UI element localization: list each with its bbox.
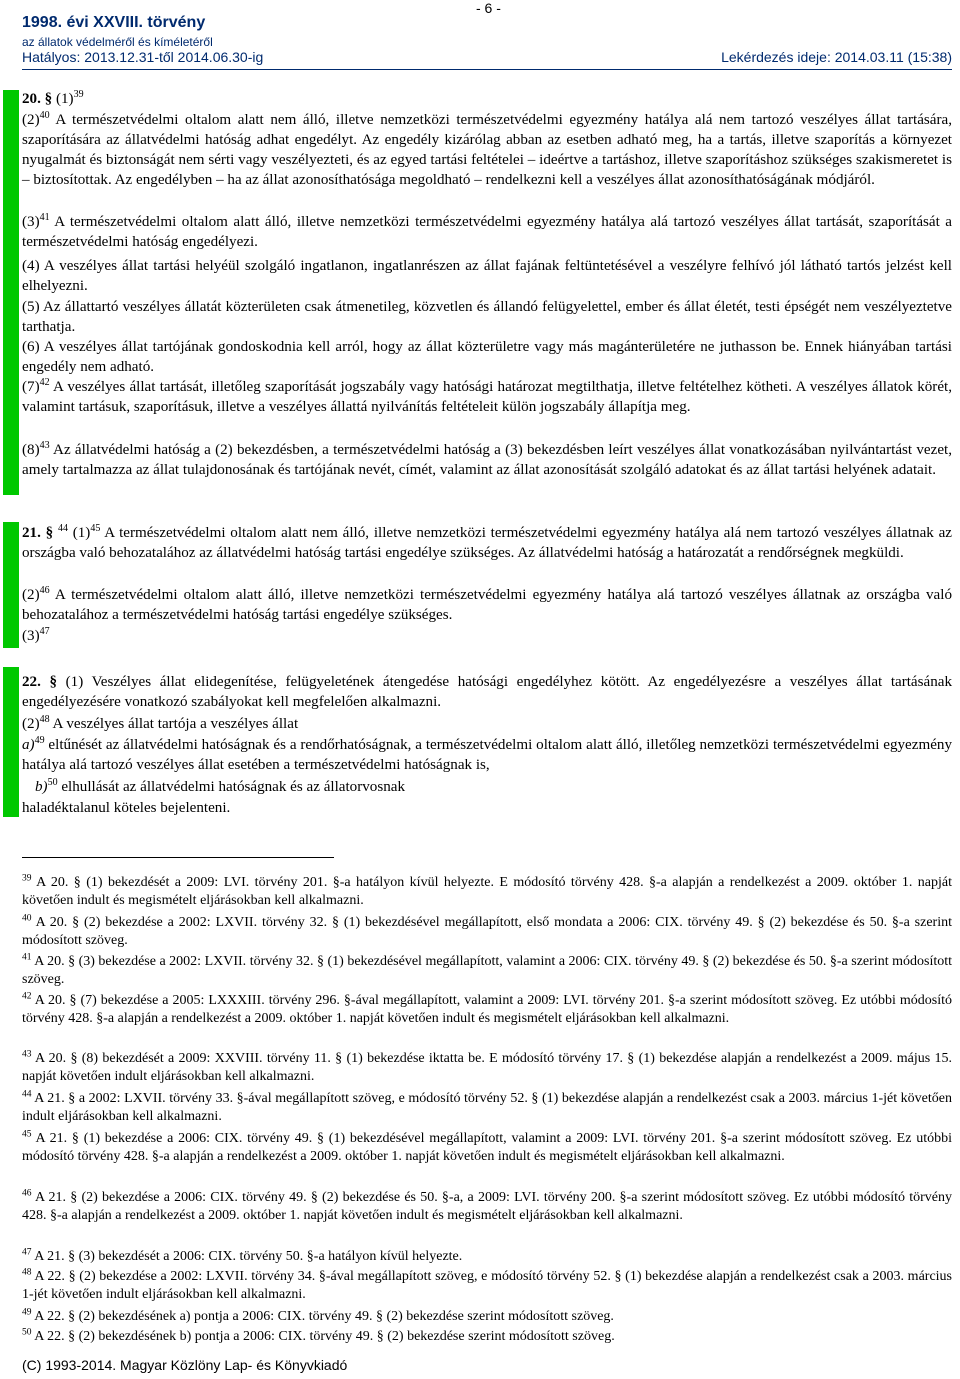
par-label: (3) — [22, 214, 40, 230]
paragraph-text: A természetvédelmi oltalom alatt nem álló, illetve nemzetközi természetvédelmi egyezmény hatálya alá nem tartozó veszélyes állatnak az országba való behozatalához az állatvédelmi hatóság tartási engedélye szükséges. Az állatvédelmi hatóság a határozatát a rendőrségnek megküldi. — [22, 525, 952, 561]
footnote-text: A 22. § (2) bekezdésének b) pontja a 2006: CIX. törvény 49. § (2) bekezdése szerint módosított szöveg. — [31, 1329, 615, 1344]
par-label: (2) — [22, 716, 40, 732]
paragraph-text: eltűnését az állatvédelmi hatóságnak és a rendőrhatóságnak, a természetvédelmi oltalom alatt álló, illetőleg nemzetközi természetvédelmi egyezmény hatálya alá tartozó veszélyes állat esetében a természetvédelmi hatóságnak is, — [22, 737, 952, 773]
paragraph-text: A természetvédelmi oltalom alatt álló, illetve nemzetközi természetvédelmi egyezmény hatálya alá tartozó veszélyes állat tartását, szaporítását a természetvédelmi hatóság engedélyezi. — [22, 214, 952, 250]
footnote-ref[interactable]: 46 — [39, 584, 50, 596]
par-label: (7) — [22, 379, 40, 395]
law-subtitle: az állatok védelméről és kíméletéről — [22, 35, 213, 49]
footnote-number: 46 — [22, 1188, 32, 1199]
footnote-text: A 20. § (7) bekezdése a 2005: LXXXIII. törvény 296. §-ával megállapított, valamint a 2009: LVI. törvény 201. §-a szerint módosított szöveg. Ez utóbbi módosító törvény 428. §-a alapján a rendelkezést a 2009. október 1. napját követően indult és megismételt eljárásokban kell alkalmazni. — [22, 993, 952, 1027]
section-22-par-1 — [22, 673, 952, 713]
section-number: 20. § — [22, 91, 53, 107]
footnote-ref[interactable]: 47 — [39, 625, 50, 637]
footnote-text: A 21. § (1) bekezdése a 2006: CIX. törvény 49. § (1) bekezdésével megállapított, valamint a 2009: LVI. törvény 201. §-a szerint módosított szöveg. Ez utóbbi módosító törvény 428. §-a alapján a rendelkezést a 2009. október 1. napját követően indult és megismételt eljárásokban kell alkalmazni. — [22, 1131, 952, 1165]
footnote — [22, 1189, 952, 1226]
section-20-par-5: (5) Az állattartó veszélyes állatát közterületen csak átmenetileg, közvetlen és állandó felügyelettel, ember és állat életét, testi épségét nem veszélyeztetve tarthatja. — [22, 299, 952, 335]
par-label: (2) — [22, 112, 40, 128]
footnote — [22, 1050, 952, 1087]
query-time: Lekérdezés ideje: 2014.03.11 (15:38) — [721, 49, 952, 65]
footnote-number: 41 — [22, 952, 32, 963]
footnote-ref[interactable]: 42 — [39, 376, 50, 388]
section-20-par-2 — [22, 111, 952, 191]
footnote-number: 48 — [22, 1267, 32, 1278]
footnote-text: A 22. § (2) bekezdése a 2002: LXVII. törvény 34. §-ával megállapított szöveg, e módosító törvény 52. § (1) bekezdése alapján a rendelkezést csak a 2003. március 1-jét követően indult eljárásokban kell alkalmazni. — [22, 1269, 952, 1303]
page-number: - 6 - — [476, 0, 501, 16]
par-label: (3) — [22, 628, 40, 644]
footnote — [22, 1248, 952, 1266]
section-21-par-2 — [22, 586, 952, 626]
footnote-number: 42 — [22, 991, 32, 1002]
law-title: 1998. évi XXVIII. törvény — [22, 14, 206, 31]
footnote-text: A 20. § (2) bekezdése a 2002: LXVII. törvény 32. § (1) bekezdésével megállapított, első mondata a 2006: CIX. törvény 49. § (2) bekezdése és 50. §-a szerint módosított szöveg. — [22, 915, 952, 949]
copyright-footer: (C) 1993-2014. Magyar Közlöny Lap- és Könyvkiadó — [22, 1357, 348, 1373]
footnote-ref[interactable]: 39 — [73, 88, 84, 100]
footnote-ref[interactable]: 44 — [57, 522, 68, 534]
section-20-par-8 — [22, 441, 952, 481]
footnote-ref[interactable]: 43 — [39, 439, 50, 451]
section-20-par-4: (4) A veszélyes állat tartási helyéül szolgáló ingatlanon, ingatlanrészen az állat fajának feltüntetésével a veszélyre felhívó jól látható tartós jelzést kell elhelyezni. — [22, 258, 952, 294]
footnote-separator — [22, 857, 334, 858]
section-20-par-3 — [22, 213, 952, 253]
par-label: (8) — [22, 442, 40, 458]
section-20-par-1 — [22, 90, 952, 110]
par-label: (1) — [55, 91, 74, 107]
footnote-number: 43 — [22, 1049, 32, 1060]
paragraph-text: (1) Veszélyes állat elidegenítése, felügyeletének átengedése hatósági engedélyhez kötött. Az engedélyezésre a veszélyes állat tartásának engedélyezésére vonatkozó szabályokat kell megfelelően alkalmazni. — [22, 674, 953, 710]
footnote — [22, 1090, 952, 1127]
footnote — [22, 1308, 952, 1326]
section-number: 21. § — [22, 525, 54, 541]
paragraph-text: A veszélyes állat tartását, illetőleg szaporítását jogszabály vagy hatósági határozat megtilthatja, illetve feltételhez kötheti. A veszélyes állatok körét, valamint tartásuk, szaporításuk, illetve a veszélyes állattá nyilvánítás feltételeit külön jogszabály állapítja meg. — [22, 379, 952, 415]
footnote-number: 47 — [22, 1247, 32, 1258]
footnote — [22, 1268, 952, 1305]
footnote — [22, 914, 952, 951]
paragraph-text: Az állatvédelmi hatóság a (2) bekezdésben, a természetvédelmi hatóság a (3) bekezdésben leírt veszélyes állat vonatkozásában nyilvántartást vezet, amely tartalmazza az állat tulajdonosának és tartójának nevét, címét, valamint az állat azonosítását szolgáló adatokat és az állat tartási helyének adatait. — [22, 442, 952, 478]
footnote-ref[interactable]: 49 — [34, 734, 45, 746]
footnote-ref[interactable]: 40 — [39, 109, 50, 121]
par-label: (1) — [72, 525, 91, 541]
section-number: 22. § — [22, 674, 58, 690]
footnote — [22, 953, 952, 990]
section-21-par-1 — [22, 524, 952, 564]
footnote-text: A 21. § a 2002: LXVII. törvény 33. §-ával megállapított szöveg, e módosító törvény 52. § (1) bekezdése alapján a rendelkezést csak a 2003. március 1-jét követően indult eljárásokban kell alkalmazni. — [22, 1091, 952, 1125]
footnote-ref[interactable]: 48 — [39, 713, 50, 725]
section-22-closing: haladéktalanul köteles bejelenteni. — [22, 800, 231, 816]
footnote-text: A 21. § (3) bekezdését a 2006: CIX. törvény 50. §-a hatályon kívül helyezte. — [31, 1249, 463, 1264]
change-bar-section-22 — [3, 667, 19, 817]
footnote-number: 40 — [22, 913, 32, 924]
footnote-text: A 20. § (8) bekezdését a 2009: XXVIII. törvény 11. § (1) bekezdése iktatta be. E módosító törvény 17. § (1) bekezdése alapján a rendelkezést a 2009. május 15. napját követően indult eljárásokban kell alkalmazni. — [22, 1051, 952, 1085]
footnote-number: 44 — [22, 1089, 32, 1100]
paragraph-text: A természetvédelmi oltalom alatt álló, illetve nemzetközi természetvédelmi egyezmény hatálya alá tartozó veszélyes állatnak az országba való behozatalához a természetvédelmi hatóság tartási engedélye szükséges. — [22, 587, 952, 623]
footnote-text: A 20. § (3) bekezdése a 2002: LXVII. törvény 32. § (1) bekezdésével megállapított, valamint a 2006: CIX. törvény 49. § (2) bekezdése és 50. §-a szerint módosított szöveg. — [22, 954, 952, 988]
footnote — [22, 992, 952, 1029]
section-20-par-7 — [22, 378, 952, 418]
footnote-ref[interactable]: 45 — [90, 522, 101, 534]
footnote-ref[interactable]: 41 — [39, 211, 50, 223]
footnote-number: 45 — [22, 1129, 32, 1140]
footnote-number: 49 — [22, 1307, 32, 1318]
header-divider — [22, 69, 952, 70]
point-label: b) — [35, 779, 48, 795]
footnote — [22, 1328, 952, 1346]
paragraph-text: A természetvédelmi oltalom alatt nem álló, illetve nemzetközi természetvédelmi egyezmény hatálya alá nem tartozó veszélyes állat tartására, szaporítására az állatvédelmi hatóság adhat engedélyt. Az engedély kizárólag abban az esetben adható meg, ha a tartás, illetve szaporítás a környezet nyugalmát és biztonságát nem sérti vagy veszélyezteti, és az egyed tartási feltételei – ideértve a tartáshoz, illetve szaporításhoz szükséges szakismeretet is – biztosítottak. Az engedélyben – ha az állat azonosíthatósága megoldható – rendelkezni kell a veszélyes állat azonosíthatóságának módjáról. — [22, 112, 952, 188]
footnote-ref[interactable]: 50 — [47, 776, 58, 788]
footnote — [22, 874, 952, 911]
footnote-number: 39 — [22, 873, 32, 884]
footnote-number: 50 — [22, 1327, 32, 1338]
section-22-point-a — [22, 736, 952, 776]
section-22-point-b — [35, 778, 952, 798]
paragraph-text: elhullását az állatvédelmi hatóságnak és az állatorvosnak — [57, 779, 406, 795]
change-bar-section-21 — [3, 522, 19, 648]
footnote-text: A 22. § (2) bekezdésének a) pontja a 2006: CIX. törvény 49. § (2) bekezdése szerint módosított szöveg. — [31, 1309, 614, 1324]
par-label: (2) — [22, 587, 40, 603]
validity-period: Hatályos: 2013.12.31-től 2014.06.30-ig — [22, 49, 264, 65]
footnote — [22, 1130, 952, 1167]
section-22-par-2 — [22, 715, 952, 735]
section-21-par-3 — [22, 627, 952, 647]
footnote-text: A 21. § (2) bekezdése a 2006: CIX. törvény 49. § (2) bekezdése és 50. §-a, a 2009: LVI. törvény 200. §-a szerint módosított szöveg. Ez utóbbi módosító törvény 428. §-a alapján a rendelkezést a 2009. október 1. napját követően indult és megismételt eljárásokban kell alkalmazni. — [22, 1190, 952, 1224]
section-20-par-6: (6) A veszélyes állat tartójának gondoskodnia kell arról, hogy az állat közterületre vagy más magánterületére ne juthasson be. Ennek hiányában tartási engedély nem adható. — [22, 339, 952, 375]
point-label: a) — [22, 737, 35, 753]
paragraph-text: A veszélyes állat tartója a veszélyes állat — [49, 716, 299, 732]
footnote-text: A 20. § (1) bekezdését a 2009: LVI. törvény 201. §-a hatályon kívül helyezte. E módosító törvény 428. §-a alapján a rendelkezést a 2009. október 1. napját követően indult és megismételt eljárásokban kell alkalmazni. — [22, 875, 952, 909]
change-bar-section-20 — [3, 90, 19, 495]
